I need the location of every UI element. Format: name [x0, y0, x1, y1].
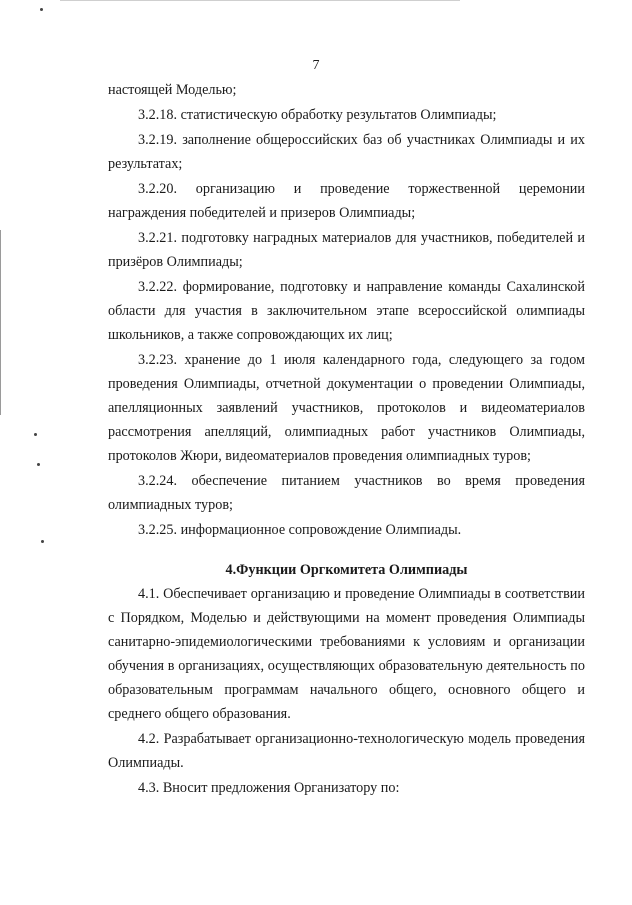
- scan-speck: [41, 540, 44, 543]
- section-paragraph: 4.2. Разрабатывает организационно-технологическую модель проведения Олимпиады.: [108, 731, 585, 771]
- paragraph: 3.2.19. заполнение общероссийских баз об участниках Олимпиады и их результатах;: [108, 132, 585, 172]
- paragraph: 3.2.23. хранение до 1 июля календарного года, следующего за годом проведения Олимпиады, отчетной документации о проведении Олимпиады, апелляционных заявлений участников, протоколов и видеоматериалов рассмотрения апелляций, олимпиадных работ участников Олимпиады, протоколов Жюри, видеоматериалов проведения олимпиадных туров;: [108, 352, 585, 464]
- page-number: 7: [312, 58, 320, 73]
- section-paragraph: 4.3. Вносит предложения Организатору по:: [138, 780, 400, 796]
- section-heading: 4.Функции Оргкомитета Олимпиады: [225, 562, 468, 578]
- paragraph: 3.2.22. формирование, подготовку и направление команды Сахалинской области для участия в заключительном этапе всероссийской олимпиады школьников, а также сопровождающих их лиц;: [108, 279, 585, 343]
- scan-speck: [37, 463, 40, 466]
- paragraph: 3.2.24. обеспечение питанием участников во время проведения олимпиадных туров;: [108, 473, 585, 513]
- scan-edge: [60, 0, 460, 1]
- paragraph: настоящей Моделью;: [108, 82, 237, 98]
- scan-edge-line: [0, 230, 1, 415]
- paragraph: 3.2.20. организацию и проведение торжественной церемонии награждения победителей и призеров Олимпиады;: [108, 181, 585, 221]
- scan-speck: [40, 8, 43, 11]
- paragraph: 3.2.25. информационное сопровождение Олимпиады.: [138, 522, 462, 538]
- paragraph: 3.2.18. статистическую обработку результатов Олимпиады;: [138, 107, 497, 123]
- paragraph: 3.2.21. подготовку наградных материалов для участников, победителей и призёров Олимпиады;: [108, 230, 585, 270]
- scan-speck: [34, 433, 37, 436]
- section-paragraph: 4.1. Обеспечивает организацию и проведение Олимпиады в соответствии с Порядком, Моделью и действующими на момент проведения Олимпиады санитарно-эпидемиологическими требованиями к условиям и организации обучения в организациях, осуществляющих образовательную деятельность по образовательным программам начального общего, основного общего и среднего общего образования.: [108, 586, 585, 722]
- document-body: [108, 78, 585, 800]
